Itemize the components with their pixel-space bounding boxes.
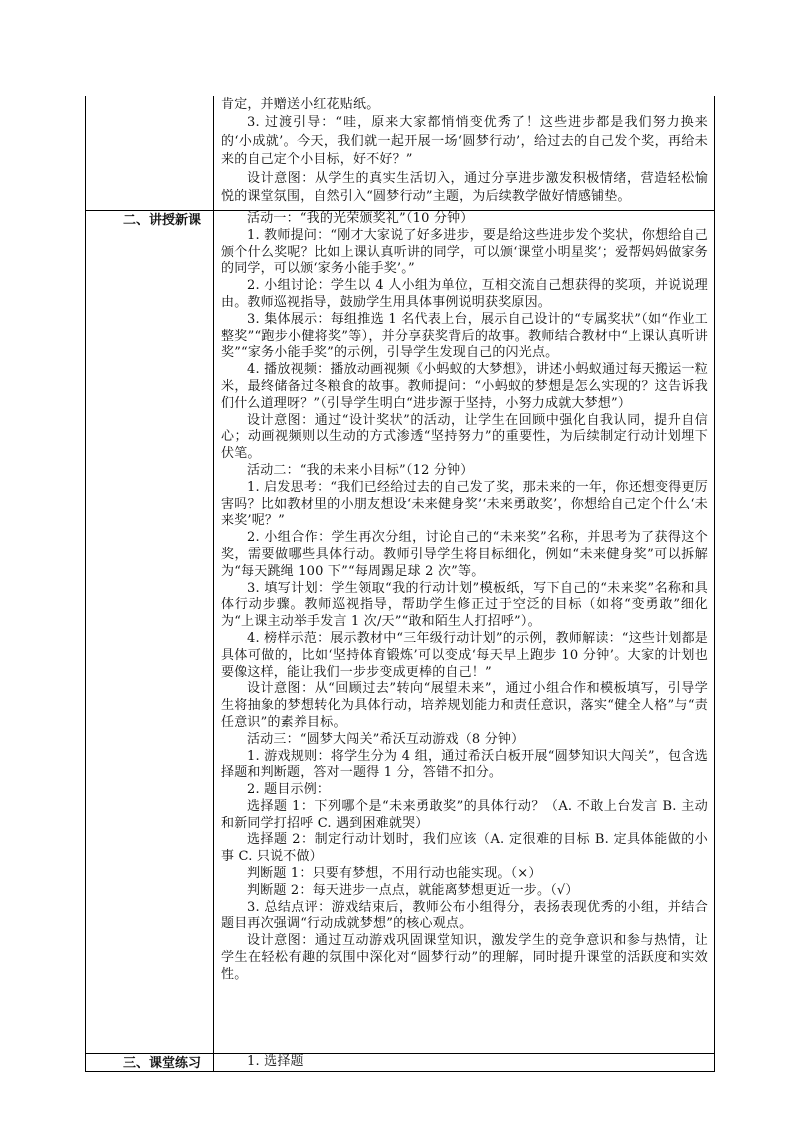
- paragraph: 3. 过渡引导：“哇，原来大家都悄悄变优秀了！这些进步都是我们努力换来的‘小成就’。今天，我们就一起开展一场‘圆梦行动’，给过去的自己发个奖，再给未来的自己定个小目标，好不好？”: [221, 115, 708, 168]
- section-label-cell: [86, 211, 214, 1053]
- table-row: [85, 96, 715, 211]
- activity-heading: 活动一：“我的光荣颁奖礼”（10 分钟）: [247, 211, 474, 226]
- paragraph: 1. 选择题: [247, 1054, 304, 1069]
- table-row: [85, 211, 715, 1054]
- paragraph: 2. 题目示例：: [247, 782, 331, 798]
- paragraph: 3. 集体展示：每组推选 1 名代表上台，展示自己设计的“专属奖状”（如“作业工整奖”“跑步小健将奖”等），并分享获奖背后的故事。教师结合教材中“上课认真听讲奖”“家务小能手奖”的示例，引导学生发现自己的闪光点。: [221, 311, 708, 361]
- section-label: 三、课堂练习: [122, 1056, 201, 1071]
- design-intent-paragraph: 设计意图：从学生的真实生活切入，通过分享进步激发积极情绪，营造轻松愉悦的课堂氛围，自然引入“圆梦行动”主题，为后续教学做好情感铺垫。: [221, 170, 708, 205]
- activity-heading: 活动二：“我的未来小目标”（12 分钟）: [247, 462, 474, 478]
- paragraph: 1. 教师提问：“刚才大家说了好多进步，要是给这些进步发个奖状，你想给自己颁个什么奖呢？比如上课认真听讲的同学，可以颁‘课堂小明星奖’；爱帮妈妈做家务的同学，可以颁‘家务小能手奖’。”: [221, 227, 708, 277]
- paragraph: 肯定，并赠送小红花贴纸。: [221, 97, 380, 112]
- paragraph: 判断题 2：每天进步一点点，就能离梦想更近一步。（√）: [247, 882, 579, 898]
- paragraph: 判断题 1：只要有梦想，不用行动也能实现。（×）: [247, 866, 542, 882]
- design-intent-paragraph: 设计意图：通过“设计奖状”的活动，让学生在回顾中强化自我认同，提升自信心；动画视频则以生动的方式渗透“坚持努力”的重要性，为后续制定行动计划埋下伏笔。: [221, 412, 708, 462]
- section-label-cell: [86, 96, 214, 210]
- section-label-cell: [86, 1054, 214, 1071]
- section-label: [86, 96, 213, 97]
- paragraph: 选择题 1：下列哪个是“未来勇敢奖”的具体行动？（A. 不敢上台发言 B. 主动和新同学打招呼 C. 遇到困难就哭）: [221, 798, 708, 831]
- paragraph: 3. 填写计划：学生领取“我的行动计划”模板纸，写下自己的“未来奖”名称和具体行动步骤。教师巡视指导，帮助学生修正过于空泛的目标（如将“变勇敢”细化为“上课主动举手发言 1 次/天”“敢和陌生人打招呼”）。: [221, 580, 708, 630]
- activity-heading: 活动三：“圆梦大闯关”希沃互动游戏（8 分钟）: [247, 731, 525, 747]
- section-content-cell: [214, 1054, 714, 1071]
- paragraph: 2. 小组合作：学生再次分组，讨论自己的“未来奖”名称，并思考为了获得这个奖，需要做哪些具体行动。教师引导学生将目标细化，例如“未来健身奖”可以拆解为“每天跳绳 100 下”“每周踢足球 2 次”等。: [221, 530, 708, 579]
- design-intent-paragraph: 设计意图：从“回顾过去”转向“展望未来”，通过小组合作和模板填写，引导学生将抽象的梦想转化为具体行动，培养规划能力和责任意识，落实“健全人格”与“责任意识”的素养目标。: [221, 681, 708, 730]
- paragraph: 4. 榜样示范：展示教材中“三年级行动计划”的示例，教师解读：“这些计划都是具体可做的，比如‘坚持体育锻炼’可以变成‘每天早上跑步 10 分钟’。大家的计划也要像这样，能让我们一步步变成更棒的自己！”: [221, 630, 708, 680]
- table-row: [85, 1054, 715, 1072]
- section-content-cell: [214, 96, 714, 210]
- paragraph: 3. 总结点评：游戏结束后，教师公布小组得分，表扬表现优秀的小组，并结合题目再次强调“行动成就梦想”的核心观点。: [221, 899, 708, 932]
- paragraph: 1. 游戏规则：将学生分为 4 组，通过希沃白板开展“圆梦知识大闯关”，包含选择题和判断题，答对一题得 1 分，答错不扣分。: [221, 748, 708, 781]
- paragraph: 1. 启发思考：“我们已经给过去的自己发了奖，那未来的一年，你还想变得更厉害吗？比如教材里的小朋友想设‘未来健身奖’‘未来勇敢奖’，你想给自己定个什么‘未来奖’呢？”: [221, 479, 708, 529]
- paragraph: 4. 播放视频：播放动画视频《小蚂蚁的大梦想》，讲述小蚂蚁通过每天搬运一粒米，最终储备过冬粮食的故事。教师提问：“小蚂蚁的梦想是怎么实现的？这告诉我们什么道理呀？”（引导学生明白“进步源于坚持，小努力成就大梦想”）: [221, 362, 708, 411]
- section-content-cell: [214, 211, 714, 1053]
- lesson-plan-table: [85, 96, 715, 1072]
- paragraph: 2. 小组讨论：学生以 4 人小组为单位，互相交流自己想获得的奖项，并说说理由。教师巡视指导，鼓励学生用具体事例说明获奖原因。: [221, 278, 708, 310]
- design-intent-paragraph: 设计意图：通过互动游戏巩固课堂知识，激发学生的竞争意识和参与热情，让学生在轻松有趣的氛围中深化对“圆梦行动”的理解，同时提升课堂的活跃度和实效性。: [221, 933, 708, 982]
- section-label: 二、讲授新课: [122, 213, 201, 228]
- paragraph: 选择题 2：制定行动计划时，我们应该（A. 定很难的目标 B. 定具体能做的小事 C. 只说不做）: [221, 832, 708, 865]
